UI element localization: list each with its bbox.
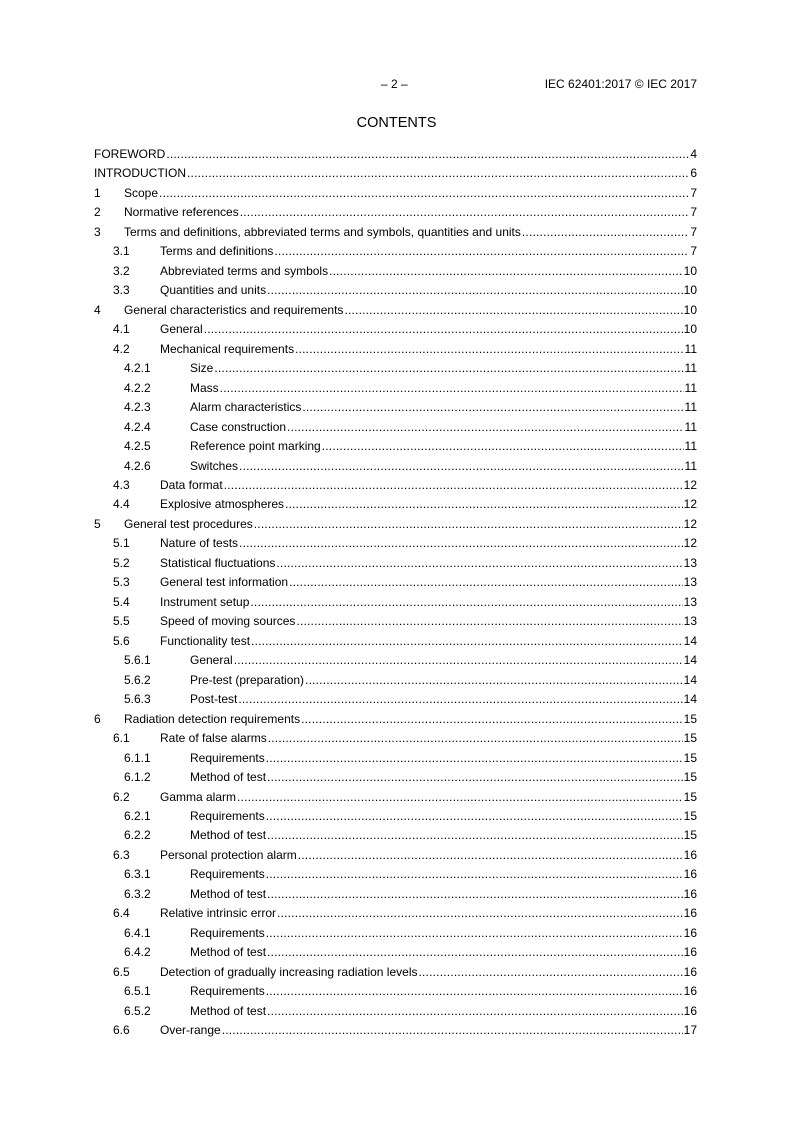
toc-entry-number: 5.6 xyxy=(113,634,130,648)
toc-entry-line xyxy=(160,477,697,494)
toc-entry-title: Personal protection alarm xyxy=(160,848,297,862)
toc-entry-page: 12 xyxy=(683,478,697,492)
toc-entry-page: 15 xyxy=(683,809,697,823)
toc-entry-number: 1 xyxy=(94,186,101,200)
page-number: – 2 – xyxy=(381,77,408,91)
toc-dot-leader xyxy=(267,769,683,786)
toc-entry-number: 6.2 xyxy=(113,790,130,804)
toc-entry[interactable] xyxy=(0,321,793,338)
toc-entry-number: 6.3.2 xyxy=(124,887,151,901)
toc-dot-leader xyxy=(267,827,683,844)
toc-entry[interactable] xyxy=(0,496,793,513)
toc-entry-page: 10 xyxy=(683,322,697,336)
toc-entry-number: 5.2 xyxy=(113,556,130,570)
toc-entry-line xyxy=(190,458,697,475)
toc-entry-title: FOREWORD xyxy=(94,147,166,161)
toc-entry-title: General characteristics and requirements xyxy=(124,303,344,317)
toc-entry[interactable] xyxy=(0,691,793,708)
toc-entry[interactable] xyxy=(0,574,793,591)
toc-dot-leader xyxy=(254,516,683,533)
toc-entry-page: 16 xyxy=(683,945,697,959)
toc-entry-line xyxy=(94,146,697,163)
toc-entry-number: 5.4 xyxy=(113,595,130,609)
toc-entry[interactable] xyxy=(0,925,793,942)
toc-entry-title: General test information xyxy=(160,575,289,589)
toc-entry-page: 14 xyxy=(683,634,697,648)
toc-entry-page: 4 xyxy=(690,147,697,161)
toc-entry-number: 6.1 xyxy=(113,731,130,745)
toc-dot-leader xyxy=(166,146,689,163)
toc-entry-line xyxy=(124,516,697,533)
toc-entry-line xyxy=(190,886,697,903)
toc-entry[interactable] xyxy=(0,827,793,844)
toc-entry-number: 3 xyxy=(94,225,101,239)
toc-entry-title: Functionality test xyxy=(160,634,251,648)
toc-entry-page: 11 xyxy=(684,459,697,473)
toc-entry-page: 14 xyxy=(683,673,697,687)
toc-entry-line xyxy=(160,789,697,806)
toc-entry-title: Quantities and units xyxy=(160,283,267,297)
toc-entry-page: 14 xyxy=(683,653,697,667)
toc-entry[interactable] xyxy=(0,944,793,961)
toc-entry-page: 13 xyxy=(683,595,697,609)
toc-dot-leader xyxy=(220,380,684,397)
toc-entry-line xyxy=(124,204,697,221)
toc-entry-title: Requirements xyxy=(190,751,265,765)
toc-dot-leader xyxy=(418,964,682,981)
toc-entry[interactable] xyxy=(0,750,793,767)
toc-entry[interactable] xyxy=(0,204,793,221)
toc-entry-line xyxy=(160,613,697,630)
toc-dot-leader xyxy=(295,341,683,358)
toc-entry[interactable] xyxy=(0,905,793,922)
toc-entry-title: Data format xyxy=(160,478,223,492)
toc-entry-page: 10 xyxy=(683,283,697,297)
toc-entry-line xyxy=(160,555,697,572)
toc-dot-leader xyxy=(267,1003,683,1020)
toc-dot-leader xyxy=(240,204,690,221)
toc-entry-page: 11 xyxy=(684,420,697,434)
toc-entry[interactable] xyxy=(0,555,793,572)
toc-entry-page: 16 xyxy=(683,926,697,940)
toc-dot-leader xyxy=(287,419,683,436)
toc-entry-number: 4 xyxy=(94,303,101,317)
toc-entry-line xyxy=(190,944,697,961)
toc-entry-page: 14 xyxy=(683,692,697,706)
toc-entry-title: Reference point marking xyxy=(190,439,321,453)
toc-entry-number: 6.3.1 xyxy=(124,867,151,881)
toc-entry-number: 4.2.2 xyxy=(124,381,151,395)
toc-entry[interactable] xyxy=(0,263,793,280)
toc-entry[interactable] xyxy=(0,789,793,806)
toc-entry-line xyxy=(124,302,697,319)
toc-entry-number: 6.5 xyxy=(113,965,130,979)
toc-entry-title: Method of test xyxy=(190,945,267,959)
toc-entry-line xyxy=(160,574,697,591)
toc-dot-leader xyxy=(522,224,689,241)
toc-entry-title: Instrument setup xyxy=(160,595,250,609)
toc-entry-page: 10 xyxy=(683,303,697,317)
toc-entry-title: General xyxy=(190,653,233,667)
toc-entry-line xyxy=(190,399,697,416)
toc-entry-page: 15 xyxy=(683,731,697,745)
toc-entry[interactable] xyxy=(0,769,793,786)
toc-entry-number: 4.2.4 xyxy=(124,420,151,434)
toc-entry-page: 11 xyxy=(684,342,697,356)
toc-entry[interactable] xyxy=(0,866,793,883)
toc-entry-page: 11 xyxy=(684,381,697,395)
toc-entry-page: 15 xyxy=(683,828,697,842)
toc-entry-page: 16 xyxy=(683,1004,697,1018)
toc-entry-line xyxy=(190,1003,697,1020)
toc-entry-number: 6.2.2 xyxy=(124,828,151,842)
toc-entry-line xyxy=(124,224,697,241)
toc-dot-leader xyxy=(301,711,683,728)
toc-entry[interactable] xyxy=(0,983,793,1000)
toc-entry[interactable] xyxy=(0,1003,793,1020)
toc-dot-leader xyxy=(239,535,683,552)
toc-entry-number: 4.1 xyxy=(113,322,130,336)
toc-entry-title: Nature of tests xyxy=(160,536,239,550)
toc-entry[interactable] xyxy=(0,302,793,319)
toc-dot-leader xyxy=(268,730,683,747)
toc-entry[interactable] xyxy=(0,535,793,552)
toc-entry[interactable] xyxy=(0,419,793,436)
toc-entry-number: 6.4 xyxy=(113,906,130,920)
toc-dot-leader xyxy=(239,458,684,475)
toc-dot-leader xyxy=(266,808,683,825)
toc-entry-page: 15 xyxy=(683,790,697,804)
toc-entry-page: 11 xyxy=(684,400,697,414)
toc-entry-line xyxy=(190,652,697,669)
toc-entry-line xyxy=(160,1022,697,1039)
toc-dot-leader xyxy=(322,438,684,455)
standard-reference: IEC 62401:2017 © IEC 2017 xyxy=(544,77,697,91)
toc-dot-leader xyxy=(250,594,682,611)
toc-entry-title: Radiation detection requirements xyxy=(124,712,301,726)
toc-entry-number: 5.6.3 xyxy=(124,692,151,706)
toc-entry-title: General test procedures xyxy=(124,517,253,531)
toc-entry-title: Post-test xyxy=(190,692,238,706)
toc-entry-number: 5.3 xyxy=(113,575,130,589)
toc-entry-title: Scope xyxy=(124,186,159,200)
toc-entry-page: 13 xyxy=(683,556,697,570)
toc-entry-page: 13 xyxy=(683,614,697,628)
toc-entry-number: 4.2.3 xyxy=(124,400,151,414)
toc-entry[interactable] xyxy=(0,964,793,981)
toc-entry-page: 7 xyxy=(690,244,697,258)
toc-entry-number: 3.1 xyxy=(113,244,130,258)
toc-dot-leader xyxy=(238,691,682,708)
toc-entry-line xyxy=(190,925,697,942)
toc-entry-line xyxy=(160,496,697,513)
toc-dot-leader xyxy=(344,302,682,319)
toc-entry-number: 6.4.1 xyxy=(124,926,151,940)
toc-entry[interactable] xyxy=(0,594,793,611)
toc-entry-line xyxy=(160,243,697,260)
toc-entry-number: 5.5 xyxy=(113,614,130,628)
toc-entry-page: 6 xyxy=(690,166,697,180)
toc-entry-number: 6.1.1 xyxy=(124,751,151,765)
toc-entry-title: Size xyxy=(190,361,214,375)
toc-entry-title: Alarm characteristics xyxy=(190,400,302,414)
toc-entry-title: Mass xyxy=(190,381,219,395)
toc-entry[interactable] xyxy=(0,652,793,669)
toc-entry[interactable] xyxy=(0,165,793,182)
toc-entry-title: Detection of gradually increasing radiation levels xyxy=(160,965,418,979)
toc-entry-title: Speed of moving sources xyxy=(160,614,296,628)
toc-entry-title: Terms and definitions, abbreviated terms and symbols, quantities and units xyxy=(124,225,521,239)
toc-entry-line xyxy=(124,711,697,728)
toc-entry-title: Abbreviated terms and symbols xyxy=(160,264,329,278)
toc-entry-line xyxy=(160,282,697,299)
toc-dot-leader xyxy=(222,1022,683,1039)
toc-entry-page: 16 xyxy=(683,984,697,998)
toc-entry-number: 4.2 xyxy=(113,342,130,356)
toc-entry-line xyxy=(190,438,697,455)
toc-dot-leader xyxy=(267,282,683,299)
toc-entry-line xyxy=(190,769,697,786)
toc-dot-leader xyxy=(267,886,683,903)
toc-entry[interactable] xyxy=(0,458,793,475)
toc-dot-leader xyxy=(296,613,682,630)
toc-entry-number: 6.5.1 xyxy=(124,984,151,998)
toc-entry-line xyxy=(160,730,697,747)
toc-entry-line xyxy=(190,691,697,708)
toc-entry-title: Mechanical requirements xyxy=(160,342,295,356)
toc-entry-line xyxy=(160,964,697,981)
toc-entry-number: 6.4.2 xyxy=(124,945,151,959)
toc-dot-leader xyxy=(159,185,689,202)
toc-entry-line xyxy=(190,866,697,883)
toc-entry-title: Requirements xyxy=(190,984,265,998)
toc-dot-leader xyxy=(267,944,683,961)
toc-dot-leader xyxy=(266,750,683,767)
toc-entry-title: Method of test xyxy=(190,828,267,842)
toc-dot-leader xyxy=(204,321,683,338)
toc-entry[interactable] xyxy=(0,516,793,533)
toc-entry[interactable] xyxy=(0,243,793,260)
toc-entry-line xyxy=(160,263,697,280)
toc-entry-line xyxy=(190,380,697,397)
toc-entry-line xyxy=(190,808,697,825)
toc-entry-title: Normative references xyxy=(124,205,239,219)
toc-entry[interactable] xyxy=(0,886,793,903)
toc-entry-line xyxy=(160,905,697,922)
toc-entry-title: Explosive atmospheres xyxy=(160,497,285,511)
toc-entry-title: Method of test xyxy=(190,1004,267,1018)
toc-entry[interactable] xyxy=(0,1022,793,1039)
toc-entry-page: 7 xyxy=(690,205,697,219)
toc-entry-page: 16 xyxy=(683,887,697,901)
toc-entry[interactable] xyxy=(0,730,793,747)
toc-entry-title: Over-range xyxy=(160,1023,221,1037)
toc-dot-leader xyxy=(274,243,689,260)
toc-entry[interactable] xyxy=(0,341,793,358)
toc-entry[interactable] xyxy=(0,282,793,299)
toc-entry-number: 4.3 xyxy=(113,478,130,492)
toc-dot-leader xyxy=(251,633,683,650)
toc-entry-number: 5 xyxy=(94,517,101,531)
toc-entry-title: INTRODUCTION xyxy=(94,166,186,180)
toc-entry[interactable] xyxy=(0,477,793,494)
toc-entry[interactable] xyxy=(0,146,793,163)
toc-entry-number: 5.6.2 xyxy=(124,673,151,687)
toc-dot-leader xyxy=(285,496,683,513)
toc-entry-page: 15 xyxy=(683,770,697,784)
toc-entry-page: 16 xyxy=(683,965,697,979)
toc-entry-title: Requirements xyxy=(190,867,265,881)
toc-entry-line xyxy=(190,360,697,377)
toc-entry-line xyxy=(190,983,697,1000)
toc-entry-page: 17 xyxy=(683,1023,697,1037)
toc-entry-page: 16 xyxy=(683,906,697,920)
toc-entry-number: 6.5.2 xyxy=(124,1004,151,1018)
toc-entry-title: Case construction xyxy=(190,420,287,434)
toc-entry-page: 15 xyxy=(683,751,697,765)
toc-entry-number: 4.2.5 xyxy=(124,439,151,453)
toc-entry-line xyxy=(124,185,697,202)
toc-entry-number: 4.2.1 xyxy=(124,361,151,375)
toc-entry[interactable] xyxy=(0,438,793,455)
toc-entry-title: Relative intrinsic error xyxy=(160,906,277,920)
toc-dot-leader xyxy=(234,652,683,669)
toc-entry-page: 11 xyxy=(684,361,697,375)
toc-entry-page: 12 xyxy=(683,517,697,531)
toc-entry-line xyxy=(190,419,697,436)
toc-entry-page: 7 xyxy=(690,186,697,200)
toc-entry-title: Requirements xyxy=(190,809,265,823)
toc-entry[interactable] xyxy=(0,224,793,241)
toc-entry-page: 16 xyxy=(683,867,697,881)
toc-entry-line xyxy=(190,827,697,844)
toc-entry-line xyxy=(160,321,697,338)
toc-entry-line xyxy=(160,847,697,864)
toc-entry-page: 12 xyxy=(683,536,697,550)
toc-dot-leader xyxy=(305,672,683,689)
toc-entry[interactable] xyxy=(0,613,793,630)
toc-dot-leader xyxy=(298,847,683,864)
toc-entry-title: Method of test xyxy=(190,887,267,901)
toc-entry[interactable] xyxy=(0,847,793,864)
toc-dot-leader xyxy=(214,360,683,377)
toc-entry-title: Rate of false alarms xyxy=(160,731,267,745)
toc-entry-page: 16 xyxy=(683,848,697,862)
toc-entry-number: 3.3 xyxy=(113,283,130,297)
toc-entry-number: 2 xyxy=(94,205,101,219)
toc-entry[interactable] xyxy=(0,185,793,202)
toc-entry-line xyxy=(160,535,697,552)
toc-entry-number: 5.6.1 xyxy=(124,653,151,667)
toc-entry-page: 13 xyxy=(683,575,697,589)
toc-dot-leader xyxy=(266,925,683,942)
toc-entry-title: Pre-test (preparation) xyxy=(190,673,305,687)
toc-entry-number: 3.2 xyxy=(113,264,130,278)
toc-entry-title: Switches xyxy=(190,459,239,473)
toc-entry-number: 6.6 xyxy=(113,1023,130,1037)
toc-entry-number: 6 xyxy=(94,712,101,726)
toc-dot-leader xyxy=(329,263,683,280)
toc-entry-page: 12 xyxy=(683,497,697,511)
toc-entry[interactable] xyxy=(0,399,793,416)
toc-entry[interactable] xyxy=(0,633,793,650)
toc-entry[interactable] xyxy=(0,711,793,728)
toc-dot-leader xyxy=(187,165,689,182)
toc-dot-leader xyxy=(277,905,683,922)
toc-entry-page: 10 xyxy=(683,264,697,278)
toc-entry-number: 6.2.1 xyxy=(124,809,151,823)
toc-entry-title: Method of test xyxy=(190,770,267,784)
toc-dot-leader xyxy=(289,574,683,591)
toc-entry-number: 6.3 xyxy=(113,848,130,862)
toc-entry[interactable] xyxy=(0,360,793,377)
toc-entry[interactable] xyxy=(0,380,793,397)
toc-entry-number: 4.4 xyxy=(113,497,130,511)
toc-dot-leader xyxy=(237,789,683,806)
toc-entry-title: General xyxy=(160,322,203,336)
toc-entry-title: Gamma alarm xyxy=(160,790,237,804)
toc-entry-page: 15 xyxy=(683,712,697,726)
toc-entry-line xyxy=(160,633,697,650)
toc-entry-page: 7 xyxy=(690,225,697,239)
toc-entry-line xyxy=(190,672,697,689)
toc-dot-leader xyxy=(224,477,683,494)
toc-entry[interactable] xyxy=(0,808,793,825)
toc-entry-title: Requirements xyxy=(190,926,265,940)
toc-dot-leader xyxy=(266,983,683,1000)
page-title: CONTENTS xyxy=(356,115,437,131)
toc-dot-leader xyxy=(266,866,683,883)
toc-entry-line xyxy=(94,165,697,182)
toc-entry-title: Statistical fluctuations xyxy=(160,556,276,570)
toc-entry-number: 5.1 xyxy=(113,536,130,550)
toc-entry-title: Terms and definitions xyxy=(160,244,274,258)
toc-entry-line xyxy=(190,750,697,767)
toc-entry-line xyxy=(160,341,697,358)
toc-entry-number: 4.2.6 xyxy=(124,459,151,473)
toc-dot-leader xyxy=(276,555,682,572)
toc-dot-leader xyxy=(302,399,683,416)
toc-entry-page: 11 xyxy=(684,439,697,453)
toc-entry-number: 6.1.2 xyxy=(124,770,151,784)
toc-entry[interactable] xyxy=(0,672,793,689)
toc-entry-line xyxy=(160,594,697,611)
